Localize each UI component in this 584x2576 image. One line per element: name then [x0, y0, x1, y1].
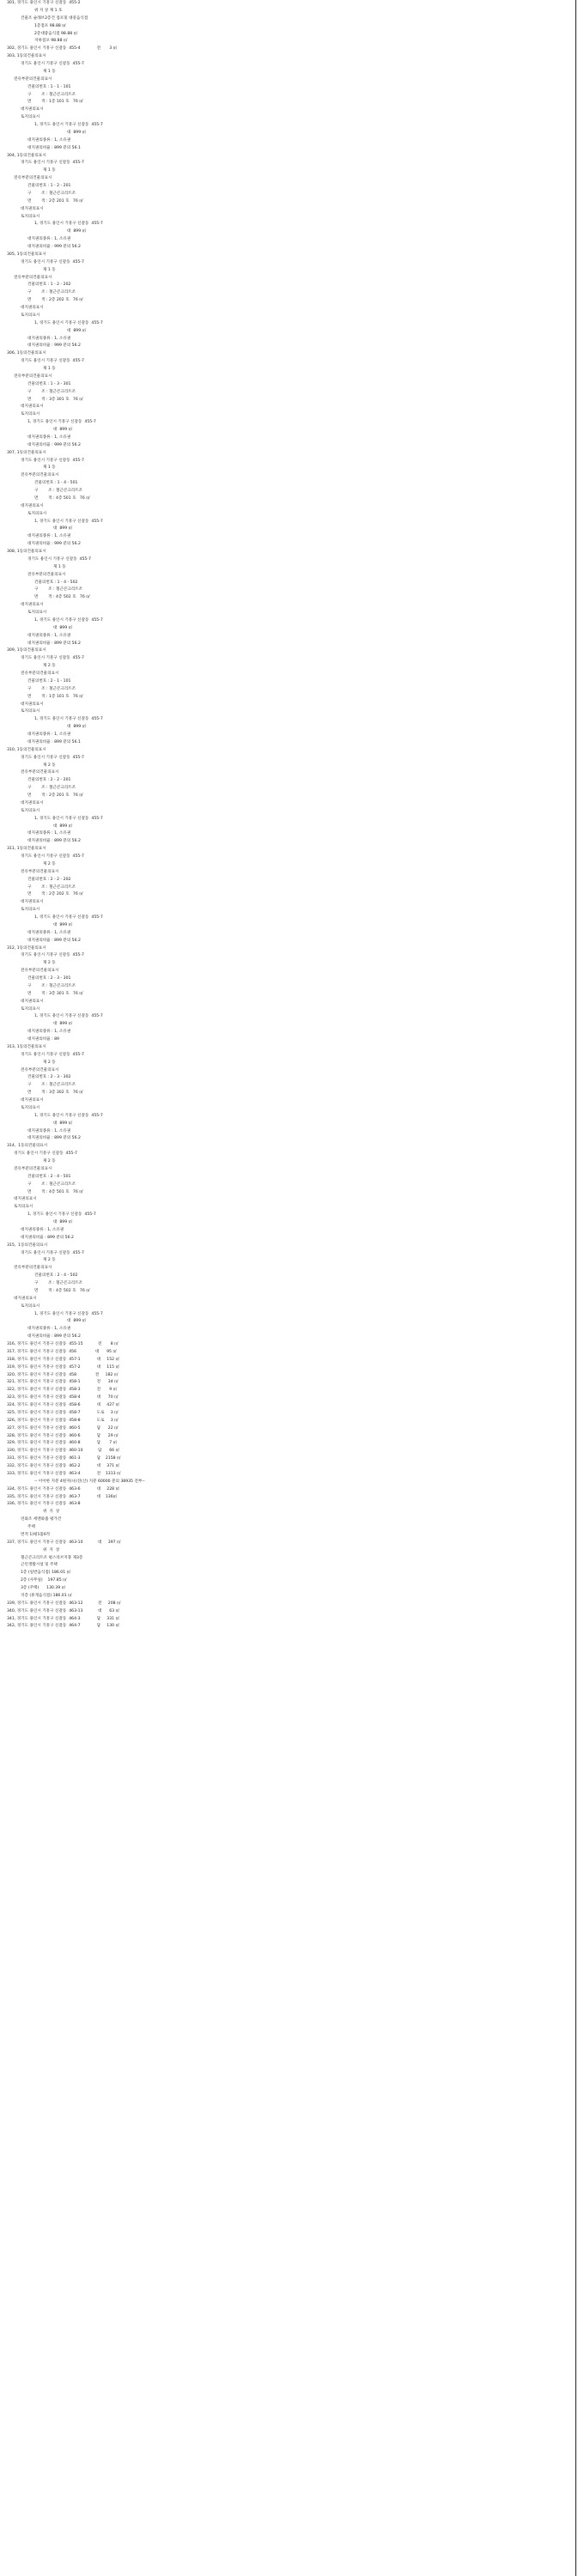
document-line: 1, 경기도 용인시 기흥구 신갈동 455-7	[34, 816, 103, 821]
document-line: 구 조 : 철근콘크리트조	[27, 1182, 76, 1187]
document-line: 토지의표시	[21, 709, 40, 714]
document-line: 지하점포 98.88 ㎡	[34, 39, 68, 44]
document-line: 제 2 동	[43, 762, 56, 768]
document-line: 면 적 : 2층 202 호 76 ㎡	[27, 892, 83, 897]
document-line: 건물의번호 : 2 - 3 - 302	[27, 1075, 71, 1080]
document-line: 대지권의비율 : 899 분의 56.1	[27, 739, 81, 744]
document-line: 2층 (사무실) 197.85 ㎡	[21, 1578, 67, 1583]
document-line: 면 적 : 1층 101 호 76 ㎡	[27, 100, 83, 105]
document-line: 321, 경기도 용인시 기흥구 신갈동 458-1 전 34 ㎡	[7, 1380, 119, 1385]
document-line: 구 조 : 철근콘크리트조	[27, 786, 76, 791]
document-line: 337, 경기도 용인시 기흥구 신갈동 463-10 대 397 ㎡	[7, 1540, 121, 1545]
document-line: 위 지 상	[43, 1510, 60, 1515]
document-line: 토지의표시	[21, 808, 40, 813]
document-line: 전유부분의건물의표시	[14, 176, 52, 181]
document-line: 경기도 용인시 기흥구 신갈동 455-7	[21, 656, 84, 661]
document-line: 건물조 슬래브2층건 점포및 대중음식점	[21, 15, 88, 21]
document-line: 건물의번호 : 1 - 1 - 101	[27, 84, 71, 89]
document-line: 대 899 ㎡	[67, 130, 87, 135]
document-line: 330, 경기도 용인시 기흥구 신갈동 460-10 답 66 ㎡	[7, 1449, 120, 1454]
document-line: 대지권의표시	[21, 306, 44, 310]
document-line: 304, 1동의건물의표시	[7, 153, 46, 158]
document-line: 지층 (휴게음식점) 186.01 ㎡	[21, 1593, 72, 1598]
document-line: 제 2 동	[43, 1060, 56, 1065]
document-line: 310, 1동의건물의표시	[7, 747, 46, 752]
document-line: 면적 1)평1홉6작	[21, 1532, 51, 1537]
document-line: 경기도 용인시 기흥구 신갈동 455-7	[21, 62, 84, 66]
document-line: 구 조 : 철근콘크리트조	[34, 1281, 83, 1285]
document-line: 구 조 : 철근콘크리트조	[27, 983, 76, 988]
document-line: 대지권의종류 : 1, 소유권	[27, 434, 71, 440]
document-line: 구 조 : 철근콘크리트조	[27, 389, 76, 394]
document-line: 314, 1동의건물의표시	[7, 1144, 48, 1149]
document-line: 면 적 : 2층 201 호 76 ㎡	[27, 198, 83, 204]
document-line: 경기도 용인시 기흥구 신갈동 455-7	[21, 359, 84, 364]
document-line: 342, 경기도 용인시 기흥구 신갈동 464-7 답 130 ㎡	[7, 1624, 120, 1629]
document-line: 대 899 ㎡	[67, 229, 87, 234]
document-line: 대 899 ㎡	[53, 1121, 73, 1126]
document-line: 토지의표시	[21, 1105, 40, 1110]
document-line: 주택	[27, 1525, 35, 1529]
document-line: 334, 경기도 용인시 기흥구 신갈동 463-6 대 228 ㎡	[7, 1486, 120, 1492]
document-line: 대지권의표시	[21, 503, 44, 508]
document-line: 토지의표시	[27, 611, 47, 615]
document-line: 1, 경기도 용인시 기흥구 신갈동 455-7	[34, 222, 103, 227]
document-line: 경기도 용인시 기흥구 신갈동 455-7	[27, 556, 91, 562]
document-line: 대 899 ㎡	[53, 625, 73, 630]
document-line: 1, 경기도 용인시 기흥구 신갈동 455-7	[34, 617, 103, 623]
document-line: 대지권의비율 : 899 분의 56.2	[27, 641, 81, 646]
document-line: 면 적 : 3층 301 호 76 ㎡	[27, 991, 83, 996]
document-line: 대지권의종류 : 1, 소유권	[27, 1327, 71, 1332]
document-line: 대지권의표시	[21, 999, 44, 1004]
document-line: 1, 경기도 용인시 기흥구 신갈동 455-7	[27, 420, 96, 425]
document-line: 327, 경기도 용인시 기흥구 신갈동 460-5 답 22 ㎡	[7, 1425, 119, 1431]
document-line: 제 2 동	[43, 664, 56, 669]
document-line: 면 적 : 1층 101 호 76 ㎡	[27, 694, 83, 699]
document-line: -- 이이한 지분 4원자(나)진(산) 지분 60000 분의 38935 전부--	[34, 1479, 145, 1484]
document-line: 전유부분의건물의표시	[27, 572, 66, 577]
document-line: 1, 경기도 용인시 기흥구 신갈동 455-7	[34, 123, 103, 127]
document-line: 대지권의표시	[21, 1098, 44, 1103]
document-line: 대지권의종류 : 1, 소유권	[27, 831, 71, 836]
document-line: 317, 경기도 용인시 기흥구 신갈동 456 대 95 ㎡	[7, 1349, 118, 1354]
document-line: 제 1 동	[43, 465, 56, 471]
document-line: 대지권의비율 : 899 분의 56.2	[27, 1334, 81, 1340]
document-line: 대지권의종류 : 1, 소유권	[27, 1030, 71, 1035]
document-line: 대 899 ㎡	[53, 1022, 73, 1027]
listing-lines	[7, 0, 581, 1631]
document-line: 구 조 : 철근콘크리트조	[27, 884, 76, 890]
document-line: 315, 1동의건물의표시	[7, 1242, 48, 1248]
document-line: 323, 경기도 용인시 기흥구 신갈동 458-4 대 70 ㎡	[7, 1395, 119, 1400]
document-line: 제 1 동	[43, 267, 56, 272]
document-line: 경기도 용인시 기흥구 신갈동 455-7	[21, 161, 84, 166]
document-line: 전유부분의건물의표시	[21, 1067, 59, 1072]
document-line: 대지권의종류 : 1, 소유권	[27, 930, 71, 935]
document-line: 대지권의종류 : 1, 소유권	[27, 137, 71, 143]
page-border-right	[575, 0, 576, 2576]
document-line: 구 조 : 철근콘크리트조	[27, 191, 76, 196]
document-line: 대 899 ㎡	[53, 526, 73, 532]
document-line: 구 조 : 철근콘크리트조	[27, 686, 76, 691]
document-line: 토지의표시	[21, 908, 40, 913]
document-line: 대지권의종류 : 1, 소유권	[27, 633, 71, 638]
document-line: 면 적 : 4층 502 호 76 ㎡	[34, 1288, 90, 1293]
document-line: 경기도 용인시 기흥구 신갈동 455-7	[21, 259, 84, 264]
document-line: 구 조 : 철근콘크리트조	[27, 290, 76, 295]
document-line: 전유부분의건물의표시	[21, 869, 59, 874]
document-line: 311, 1동의건물의표시	[7, 847, 46, 852]
document-line: 1, 경기도 용인시 기흥구 신갈동 455-7	[34, 915, 103, 920]
document-line: 318, 경기도 용인시 기흥구 신갈동 457-1 대 152 ㎡	[7, 1357, 120, 1362]
document-line: 336, 경기도 용인시 기흥구 신갈동 463-8	[7, 1502, 81, 1507]
document-line: 토지의표시	[21, 1006, 40, 1012]
document-line: 대지권의종류 : 1, 소유권	[27, 732, 71, 737]
document-line: 대지권의종류 : 1, 소유권	[27, 534, 71, 539]
document-line: 340, 경기도 용인시 기흥구 신갈동 463-13 대 63 ㎡	[7, 1608, 120, 1613]
document-line: 면 적 : 4층 501 호 76 ㎡	[34, 495, 90, 501]
document-line: 308, 1동의건물의표시	[7, 550, 46, 554]
document-line: 1, 경기도 용인시 기흥구 신갈동 455-7	[34, 1014, 103, 1019]
document-line: 303, 1동의건물의표시	[7, 54, 46, 59]
document-line: 328, 경기도 용인시 기흥구 신갈동 460-6 답 29 ㎡	[7, 1433, 119, 1438]
document-line: 312, 1동의건물의표시	[7, 945, 46, 951]
document-line: 건물의번호 : 1 - 4 - 501	[34, 481, 78, 486]
document-line: 전유부분의건물의표시	[21, 770, 59, 775]
document-line: 320, 경기도 용인시 기흥구 신갈동 458 전 182 ㎡	[7, 1372, 119, 1377]
document-line: 대지권의종류 : 1, 소유권	[27, 1128, 71, 1133]
document-line: 대지권의비율 : 899 분의 56.2	[27, 839, 81, 844]
document-line: 대 899 ㎡	[53, 823, 73, 829]
document-line: 1, 경기도 용인시 기흥구 신갈동 455-7	[34, 1311, 103, 1316]
document-line: 전유부분의건물의표시	[14, 1266, 52, 1271]
document-line: 325, 경기도 용인시 기흥구 신갈동 458-7 도로 3 ㎡	[7, 1410, 119, 1415]
document-line: 제 2 동	[43, 1159, 56, 1163]
document-line: 제 2 동	[43, 1258, 56, 1263]
document-line: 341, 경기도 용인시 기흥구 신갈동 464-3 답 331 ㎡	[7, 1616, 120, 1621]
document-line: 332, 경기도 용인시 기흥구 신갈동 462-2 대 371 ㎡	[7, 1464, 120, 1468]
document-line: 경기도 용인시 기흥구 신갈동 455-7	[21, 458, 84, 463]
document-line: 대지권의종류 : 1, 소유권	[27, 237, 71, 242]
document-line: 326, 경기도 용인시 기흥구 신갈동 458-8 도로 3 ㎡	[7, 1418, 119, 1423]
document-line: 구 조 : 철근콘크리트조	[34, 489, 83, 493]
document-line: 대지권의비율 : 999 분의 56.2	[27, 542, 81, 547]
document-line: 대지권의표시	[21, 900, 44, 905]
document-line: 305, 1동의건물의표시	[7, 252, 46, 257]
document-line: 1, 경기도 용인시 기흥구 신갈동 455-7	[27, 1212, 96, 1218]
document-line: 구 조 : 철근콘크리트조	[34, 587, 83, 592]
document-line: 건물의번호 : 1 - 3 - 301	[27, 381, 71, 386]
document-line: 구 조 : 철근콘크리트조	[27, 92, 76, 97]
document-line: 구 조 : 철근콘크리트조	[27, 1083, 76, 1088]
document-line: 경기도 용인시 기흥구 신갈동 455-7	[21, 1250, 84, 1255]
document-line: 토지의표시	[14, 1205, 33, 1210]
document-line: 대지권의비율 : 899 분의 56.2	[27, 938, 81, 943]
document-line: 면 적 : 2층 201 호 76 ㎡	[27, 793, 83, 798]
document-line: 309, 1동의건물의표시	[7, 648, 46, 653]
document-line: 대지권의비율 : 899 분의 56.2	[21, 1235, 74, 1240]
document-line: 대지권의표시	[21, 702, 44, 707]
document-line: 대지권의비율 : 899 분의 56.1	[27, 145, 81, 150]
document-line: 위 지 상 제 1 호	[34, 8, 63, 13]
document-line: 대 899 ㎡	[53, 922, 73, 927]
document-line: 면 적 : 3층 302 호 76 ㎡	[27, 1091, 83, 1096]
document-line: 건물의번호 : 1 - 2 - 202	[27, 283, 71, 288]
document-line: 대지권의비율 : 89	[27, 1037, 59, 1042]
document-line: 1, 경기도 용인시 기흥구 신갈동 455-7	[34, 717, 103, 722]
document-line: 306, 1동의건물의표시	[7, 351, 46, 356]
document-line: 313, 1동의건물의표시	[7, 1044, 46, 1049]
document-line: 대지권의표시	[21, 603, 44, 608]
document-line: 경기도 용인시 기흥구 신갈동 455-7	[21, 953, 84, 958]
document-line: 329, 경기도 용인시 기흥구 신갈동 460-8 답 7 ㎡	[7, 1441, 118, 1446]
document-line: 건물의번호 : 1 - 4 - 502	[34, 580, 78, 585]
document-line: 토지의표시	[21, 214, 40, 219]
document-line: 제 2 동	[43, 861, 56, 866]
document-line: 대 899 ㎡	[67, 1319, 87, 1324]
document-line: 대지권의표시	[14, 1296, 37, 1301]
document-line: 3층 (주택) 130.39 ㎡	[21, 1586, 66, 1590]
document-line: 324, 경기도 용인시 기흥구 신갈동 458-6 대 427 ㎡	[7, 1403, 120, 1407]
document-line: 대지권의종류 : 1, 소유권	[21, 1227, 64, 1232]
document-line: 2층대중음식점 98.88 ㎡	[34, 31, 78, 36]
document-line: 건물의번호 : 2 - 1 - 101	[27, 678, 71, 683]
document-line: 전유부분의건물의표시	[21, 671, 59, 676]
document-line: 333, 경기도 용인시 기흥구 신갈동 463-4 전 1313 ㎡	[7, 1471, 121, 1476]
document-line: 319, 경기도 용인시 기흥구 신갈동 457-2 대 115 ㎡	[7, 1364, 120, 1370]
document-line: 위 지 상	[43, 1547, 60, 1552]
document-line: 301, 경기도 용인시 기흥구 신갈동 455-2	[7, 1, 81, 5]
document-line: 면 적 : 4층 502 호 76 ㎡	[34, 595, 90, 600]
document-line: 건물의번호 : 2 - 4 - 501	[27, 1174, 71, 1179]
document-line: 대 899 ㎡	[53, 428, 73, 432]
document-line: 대 899 ㎡	[53, 1220, 73, 1224]
document-line: 1층 (일반음식점) 186.01 ㎡	[21, 1571, 71, 1576]
document-line: 건물의번호 : 2 - 4 - 502	[34, 1273, 78, 1279]
document-line: 면 적 : 4층 501 호 76 ㎡	[27, 1189, 83, 1194]
document-line: 대지권의표시	[21, 800, 44, 805]
document-line: 건물의번호 : 2 - 3 - 301	[27, 976, 71, 981]
document-line: 전유부분의건물의표시	[14, 1166, 52, 1171]
document-line: 경기도 용인시 기흥구 신갈동 455-7	[14, 1151, 77, 1157]
document-line: 335, 경기도 용인시 기흥구 신갈동 463-7 대 136㎡	[7, 1494, 118, 1499]
document-line: 철근콘크리트조 평스라브지붕 제3층	[21, 1555, 83, 1560]
document-line: 건물의번호 : 2 - 2 - 201	[27, 778, 71, 783]
document-line: 대지권의비율 : 999 분의 56.2	[27, 442, 81, 447]
document-line: 대지권의비율 : 899 분의 56.2	[27, 1136, 81, 1141]
document-line: 제 1 동	[43, 367, 56, 371]
document-line: 토지의표시	[21, 313, 40, 318]
document-line: 339, 경기도 용인시 기흥구 신갈동 463-12 전 208 ㎡	[7, 1601, 121, 1606]
document-line: 토지의표시	[21, 115, 40, 120]
document-line: 대지권의표시	[21, 107, 44, 112]
document-line: 전유부분의건물의표시	[21, 473, 59, 478]
document-line: 토지의표시	[27, 511, 47, 516]
document-line: 제 1 동	[53, 564, 66, 569]
document-line: 경기도 용인시 기흥구 신갈동 455-7	[21, 854, 84, 859]
document-line: 토지의표시	[21, 412, 40, 417]
document-line: 대 899 ㎡	[67, 328, 87, 333]
document-line: 전유부분의건물의표시	[14, 76, 52, 82]
document-line: 제 1 동	[43, 69, 56, 74]
document-line: 대지권의비율 : 999 분의 56.2	[27, 343, 81, 349]
document-line: 연와조 세멘와즙 평가건	[21, 1517, 62, 1522]
document-line: 건물의번호 : 1 - 2 - 201	[27, 184, 71, 188]
document-line: 322, 경기도 용인시 기흥구 신갈동 458-3 전 9 ㎡	[7, 1388, 118, 1393]
document-line: 대지권의종류 : 1, 소유권	[27, 336, 71, 341]
document-line: 제 2 동	[43, 961, 56, 966]
document-line: 면 적 : 3층 301 호 76 ㎡	[27, 397, 83, 402]
document-line: 대 899 ㎡	[67, 725, 87, 730]
document-line: 전유부분의건물의표시	[21, 969, 59, 974]
document-line: 302, 경기도 용인시 기흥구 신갈동 455-4 전 3 ㎡	[7, 46, 118, 52]
document-line: 331, 경기도 용인시 기흥구 신갈동 461-3 답 2158 ㎡	[7, 1456, 121, 1461]
document-line: 전유부분의건물의표시	[14, 374, 52, 379]
document-line: 1, 경기도 용인시 기흥구 신갈동 455-7	[34, 320, 103, 325]
document-line: 1층점포 98.88 ㎡	[34, 23, 66, 28]
document-line: 1, 경기도 용인시 기흥구 신갈동 455-7	[34, 519, 103, 524]
document-line: 근린생활시설 및 주택	[21, 1563, 58, 1568]
document-line: 전유부분의건물의표시	[14, 275, 52, 280]
document-line: 제 1 동	[43, 168, 56, 173]
document-line: 면 적 : 2층 202 호 76 ㎡	[27, 298, 83, 303]
document-line: 경기도 용인시 기흥구 신갈동 455-7	[21, 755, 84, 760]
document-line: 대지권의표시	[21, 404, 44, 410]
document-line: 대지권의표시	[14, 1197, 37, 1202]
document-line: 경기도 용인시 기흥구 신갈동 455-7	[21, 1052, 84, 1057]
document-line: 대지권의비율 : 999 분의 56.2	[27, 245, 81, 249]
document-line: 1, 경기도 용인시 기흥구 신갈동 455-7	[34, 1113, 103, 1118]
document-line: 토지의표시	[21, 1303, 40, 1309]
document-line: 316, 경기도 용인시 기흥구 신갈동 455-15 전 8 ㎡	[7, 1342, 119, 1346]
document-line: 307, 1동의건물의표시	[7, 450, 46, 455]
document-line: 건물의번호 : 2 - 2 - 202	[27, 877, 71, 882]
document-line: 대지권의표시	[21, 206, 44, 211]
